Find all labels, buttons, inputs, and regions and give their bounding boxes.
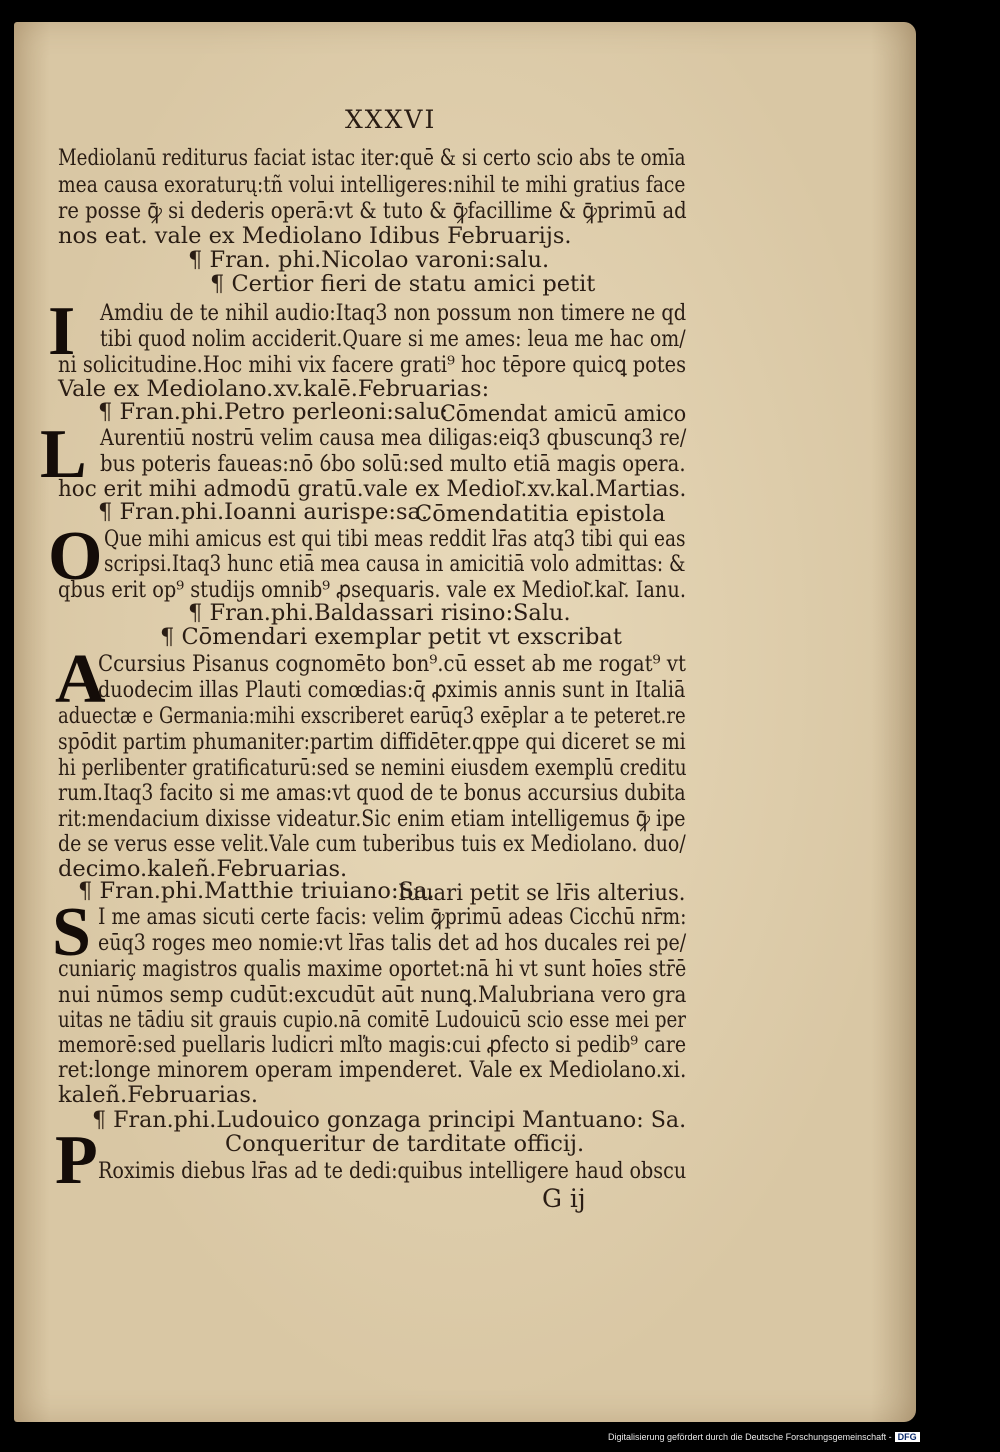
text-line: duodecim illas Plauti comœdias:q̄ ꝓximis annis sunt in Italiā — [98, 677, 686, 703]
text-line: I me amas sicuti certe facis: velim ꝙ̄primū adeas Cicchū nr̄m: — [98, 904, 687, 930]
text-line: memorē:sed puellaris ludicri mľto magis:cui ꝓfecto si pedib⁹ care — [58, 1032, 687, 1058]
letter-heading: ¶ Fran.phi.Baldassari risino:Salu. — [188, 600, 571, 626]
decorated-initial: S — [52, 894, 91, 971]
text-line: mea causa exoraturų:tñ volui intelligeres:nihil te mihi gratius face — [58, 172, 686, 198]
signature-mark: G ij — [542, 1184, 586, 1213]
letter-heading: ¶ Fran.phi.Petro perleoni:salu: — [98, 399, 449, 425]
letter-heading: ¶ Fran.phi.Matthie triuiano:Sa. — [78, 878, 435, 904]
letter-heading: ¶ Fran.phi.Ludouico gonzaga principi Mantuano: Sa. — [92, 1107, 687, 1133]
decorated-initial: O — [48, 518, 103, 595]
text-line: spōdit partim phumaniter:partim diffidēter.qppe qui diceret se mi — [58, 729, 686, 755]
decorated-initial: A — [55, 641, 106, 718]
letter-summary: ¶ Cōmendari exemplar petit vt exscribat — [160, 624, 622, 650]
text-line: qbus erit op⁹ studijs omnib⁹ ꝓsequaris. vale ex Mediol͂.kal͂. Ianu. — [58, 577, 686, 603]
text-line: Ccursius Pisanus cognomēto bon⁹.cū esset ab me rogat⁹ vt — [98, 651, 686, 677]
text-line: nui nūmos semp cudūt:excudūt aūt nunꝗ.Malubriana vero gra — [58, 982, 687, 1008]
letter-summary: Cōmendat amicū amico — [440, 401, 687, 427]
text-line: rum.Itaq3 facito si me amas:vt quod de te bonus accursius dubita — [58, 780, 686, 806]
text-line: eūq3 roges meo nomie:vt lr̄as talis det ad hos ducales rei pe/ — [98, 930, 687, 956]
letter-summary: Iuuari petit se lr̄is alterius. — [398, 880, 686, 906]
decorated-initial: I — [48, 293, 76, 370]
text-line: ni solicitudine.Hoc mihi vix facere grati⁹ hoc tēpore quicꝗ potes — [58, 352, 687, 378]
letter-summary: ¶ Certior fieri de statu amici petit — [210, 271, 596, 297]
letter-heading: ¶ Fran. phi.Nicolao varoni:salu. — [188, 247, 550, 273]
text-line: rit:mendacium dixisse videatur.Sic enim etiam intelligemus ꝙ̄ ipe — [58, 806, 686, 832]
text-line: decimo.kaleñ.Februarias. — [58, 856, 348, 882]
text-line: Vale ex Mediolano.xv.kalē.Februarias: — [58, 376, 490, 402]
text-line: hoc erit mihi admodū gratū.vale ex Mediol͂.xv.kal.Martias. — [58, 476, 687, 502]
letter-summary: Conqueritur de tarditate officij. — [225, 1131, 585, 1157]
text-line: cuniariç magistros qualis maxime oportet:nā hi vt sunt hoīes str̄ē — [58, 956, 687, 982]
footer-text: Digitalisierung gefördert durch die Deutsche Forschungsgemeinschaft - — [608, 1432, 892, 1442]
text-line: kaleñ.Februarias. — [58, 1082, 259, 1108]
text-line: aduectæ e Germania:mihi exscriberet earūq3 exēplar a te peteret.re — [58, 703, 686, 729]
text-line: tibi quod nolim acciderit.Quare si me ames: leua me hac om/ — [100, 326, 686, 352]
text-line: Roximis diebus lr̄as ad te dedi:quibus intelligere haud obscu — [98, 1158, 687, 1184]
text-line: de se verus esse velit.Vale cum tuberibus tuis ex Mediolano. duo/ — [58, 831, 686, 857]
text-line: Que mihi amicus est qui tibi meas reddit lr̄as atq3 tibi qui eas — [104, 526, 686, 552]
text-line: nos eat. vale ex Mediolano Idibus Februarijs. — [58, 223, 572, 249]
text-line: hi perlibenter gratificaturū:sed se nemini eiusdem exemplū creditu — [58, 755, 687, 781]
text-line: scripsi.Itaq3 hunc etiā mea causa in amicitiā volo admittas: & — [104, 551, 686, 577]
text-line: Aurentiū nostrū velim causa mea diligas:eiq3 qbuscunq3 re/ — [100, 425, 687, 451]
funding-footer — [608, 1432, 920, 1448]
text-line: re posse ꝙ̄ si dederis operā:vt & tuto & ꝙ̄facillime & ꝙ̄primū ad — [58, 198, 687, 224]
dfg-logo-icon: DFG — [895, 1432, 920, 1442]
letter-heading: ¶ Fran.phi.Ioanni aurispe:sa. — [98, 499, 429, 525]
text-line: Amdiu de te nihil audio:Itaq3 non possum non timere ne qd — [100, 300, 687, 326]
letter-summary: Cōmendatitia epistola — [415, 501, 666, 527]
decorated-initial: L — [40, 416, 87, 493]
decorated-initial: P — [55, 1122, 98, 1199]
text-line: bus poteris faueas:nō ỽbo solū:sed multo etiā magis opera. — [100, 451, 686, 477]
text-line: ret:longe minorem operam impenderet. Vale ex Mediolano.xi. — [58, 1057, 687, 1083]
text-line: Mediolanū rediturus faciat istac iter:quē & si certo scio abs te omīa — [58, 145, 686, 171]
folio-number: XXXVI — [345, 105, 437, 134]
text-line: uitas ne tādiu sit grauis cupio.nā comitē Ludouicū scio esse mei per — [58, 1007, 687, 1033]
